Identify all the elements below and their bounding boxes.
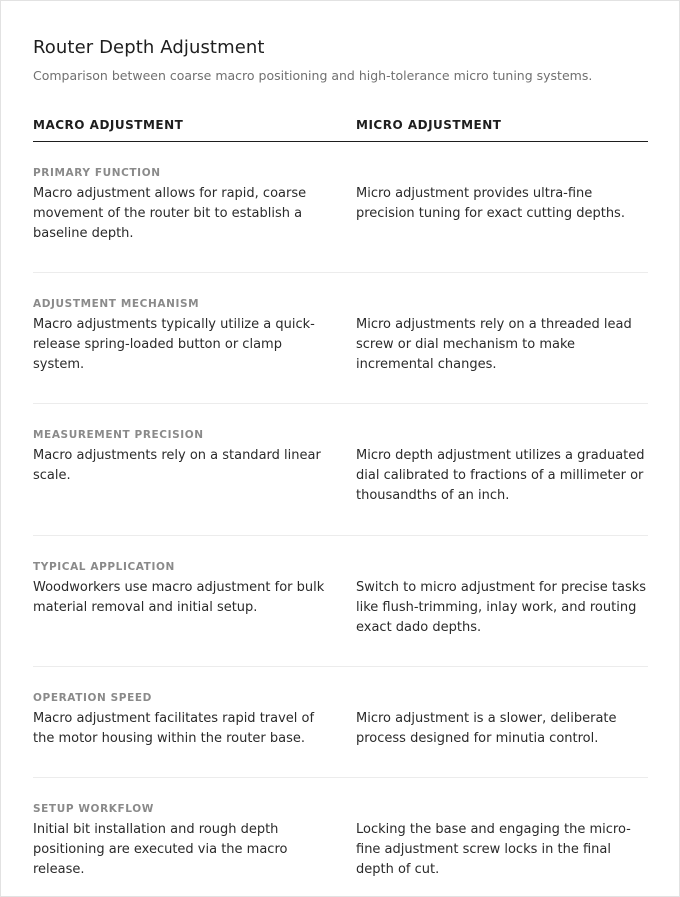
column-header-macro: MACRO ADJUSTMENT bbox=[33, 118, 184, 132]
row-divider bbox=[33, 777, 648, 778]
row-divider bbox=[33, 535, 648, 536]
header-divider bbox=[33, 141, 648, 142]
row-label: OPERATION SPEED bbox=[33, 692, 152, 704]
row-divider bbox=[33, 666, 648, 667]
macro-cell: Macro adjustments typically utilize a quick-release spring-loaded button or clamp system. bbox=[33, 317, 315, 372]
row-label: ADJUSTMENT MECHANISM bbox=[33, 298, 200, 310]
micro-cell: Micro adjustments rely on a threaded lead screw or dial mechanism to make incremental changes. bbox=[356, 317, 632, 372]
row-label: MEASUREMENT PRECISION bbox=[33, 429, 204, 441]
micro-cell: Switch to micro adjustment for precise tasks like flush-trimming, inlay work, and routing exact dado depths. bbox=[356, 580, 647, 635]
row-label: TYPICAL APPLICATION bbox=[33, 561, 175, 573]
macro-cell: Macro adjustment facilitates rapid travel of the motor housing within the router base. bbox=[33, 711, 315, 746]
page-title: Router Depth Adjustment bbox=[33, 37, 265, 58]
macro-cell: Initial bit installation and rough depth positioning are executed via the macro release. bbox=[33, 822, 288, 877]
macro-cell: Macro adjustments rely on a standard linear scale. bbox=[33, 448, 321, 483]
row-label: PRIMARY FUNCTION bbox=[33, 167, 161, 179]
macro-cell: Macro adjustment allows for rapid, coarse movement of the router bit to establish a baseline depth. bbox=[33, 186, 307, 241]
page-subtitle: Comparison between coarse macro positioning and high-tolerance micro tuning systems. bbox=[33, 68, 593, 83]
row-label: SETUP WORKFLOW bbox=[33, 803, 154, 815]
micro-cell: Micro adjustment provides ultra-fine precision tuning for exact cutting depths. bbox=[356, 186, 625, 221]
row-divider bbox=[33, 272, 648, 273]
micro-cell: Locking the base and engaging the micro-fine adjustment screw locks in the final depth of cut. bbox=[356, 822, 631, 877]
macro-cell: Woodworkers use macro adjustment for bulk material removal and initial setup. bbox=[33, 580, 325, 615]
micro-cell: Micro depth adjustment utilizes a graduated dial calibrated to fractions of a millimeter or thousandths of an inch. bbox=[356, 448, 645, 503]
row-divider bbox=[33, 403, 648, 404]
micro-cell: Micro adjustment is a slower, deliberate process designed for minutia control. bbox=[356, 711, 617, 746]
column-header-micro: MICRO ADJUSTMENT bbox=[356, 118, 502, 132]
